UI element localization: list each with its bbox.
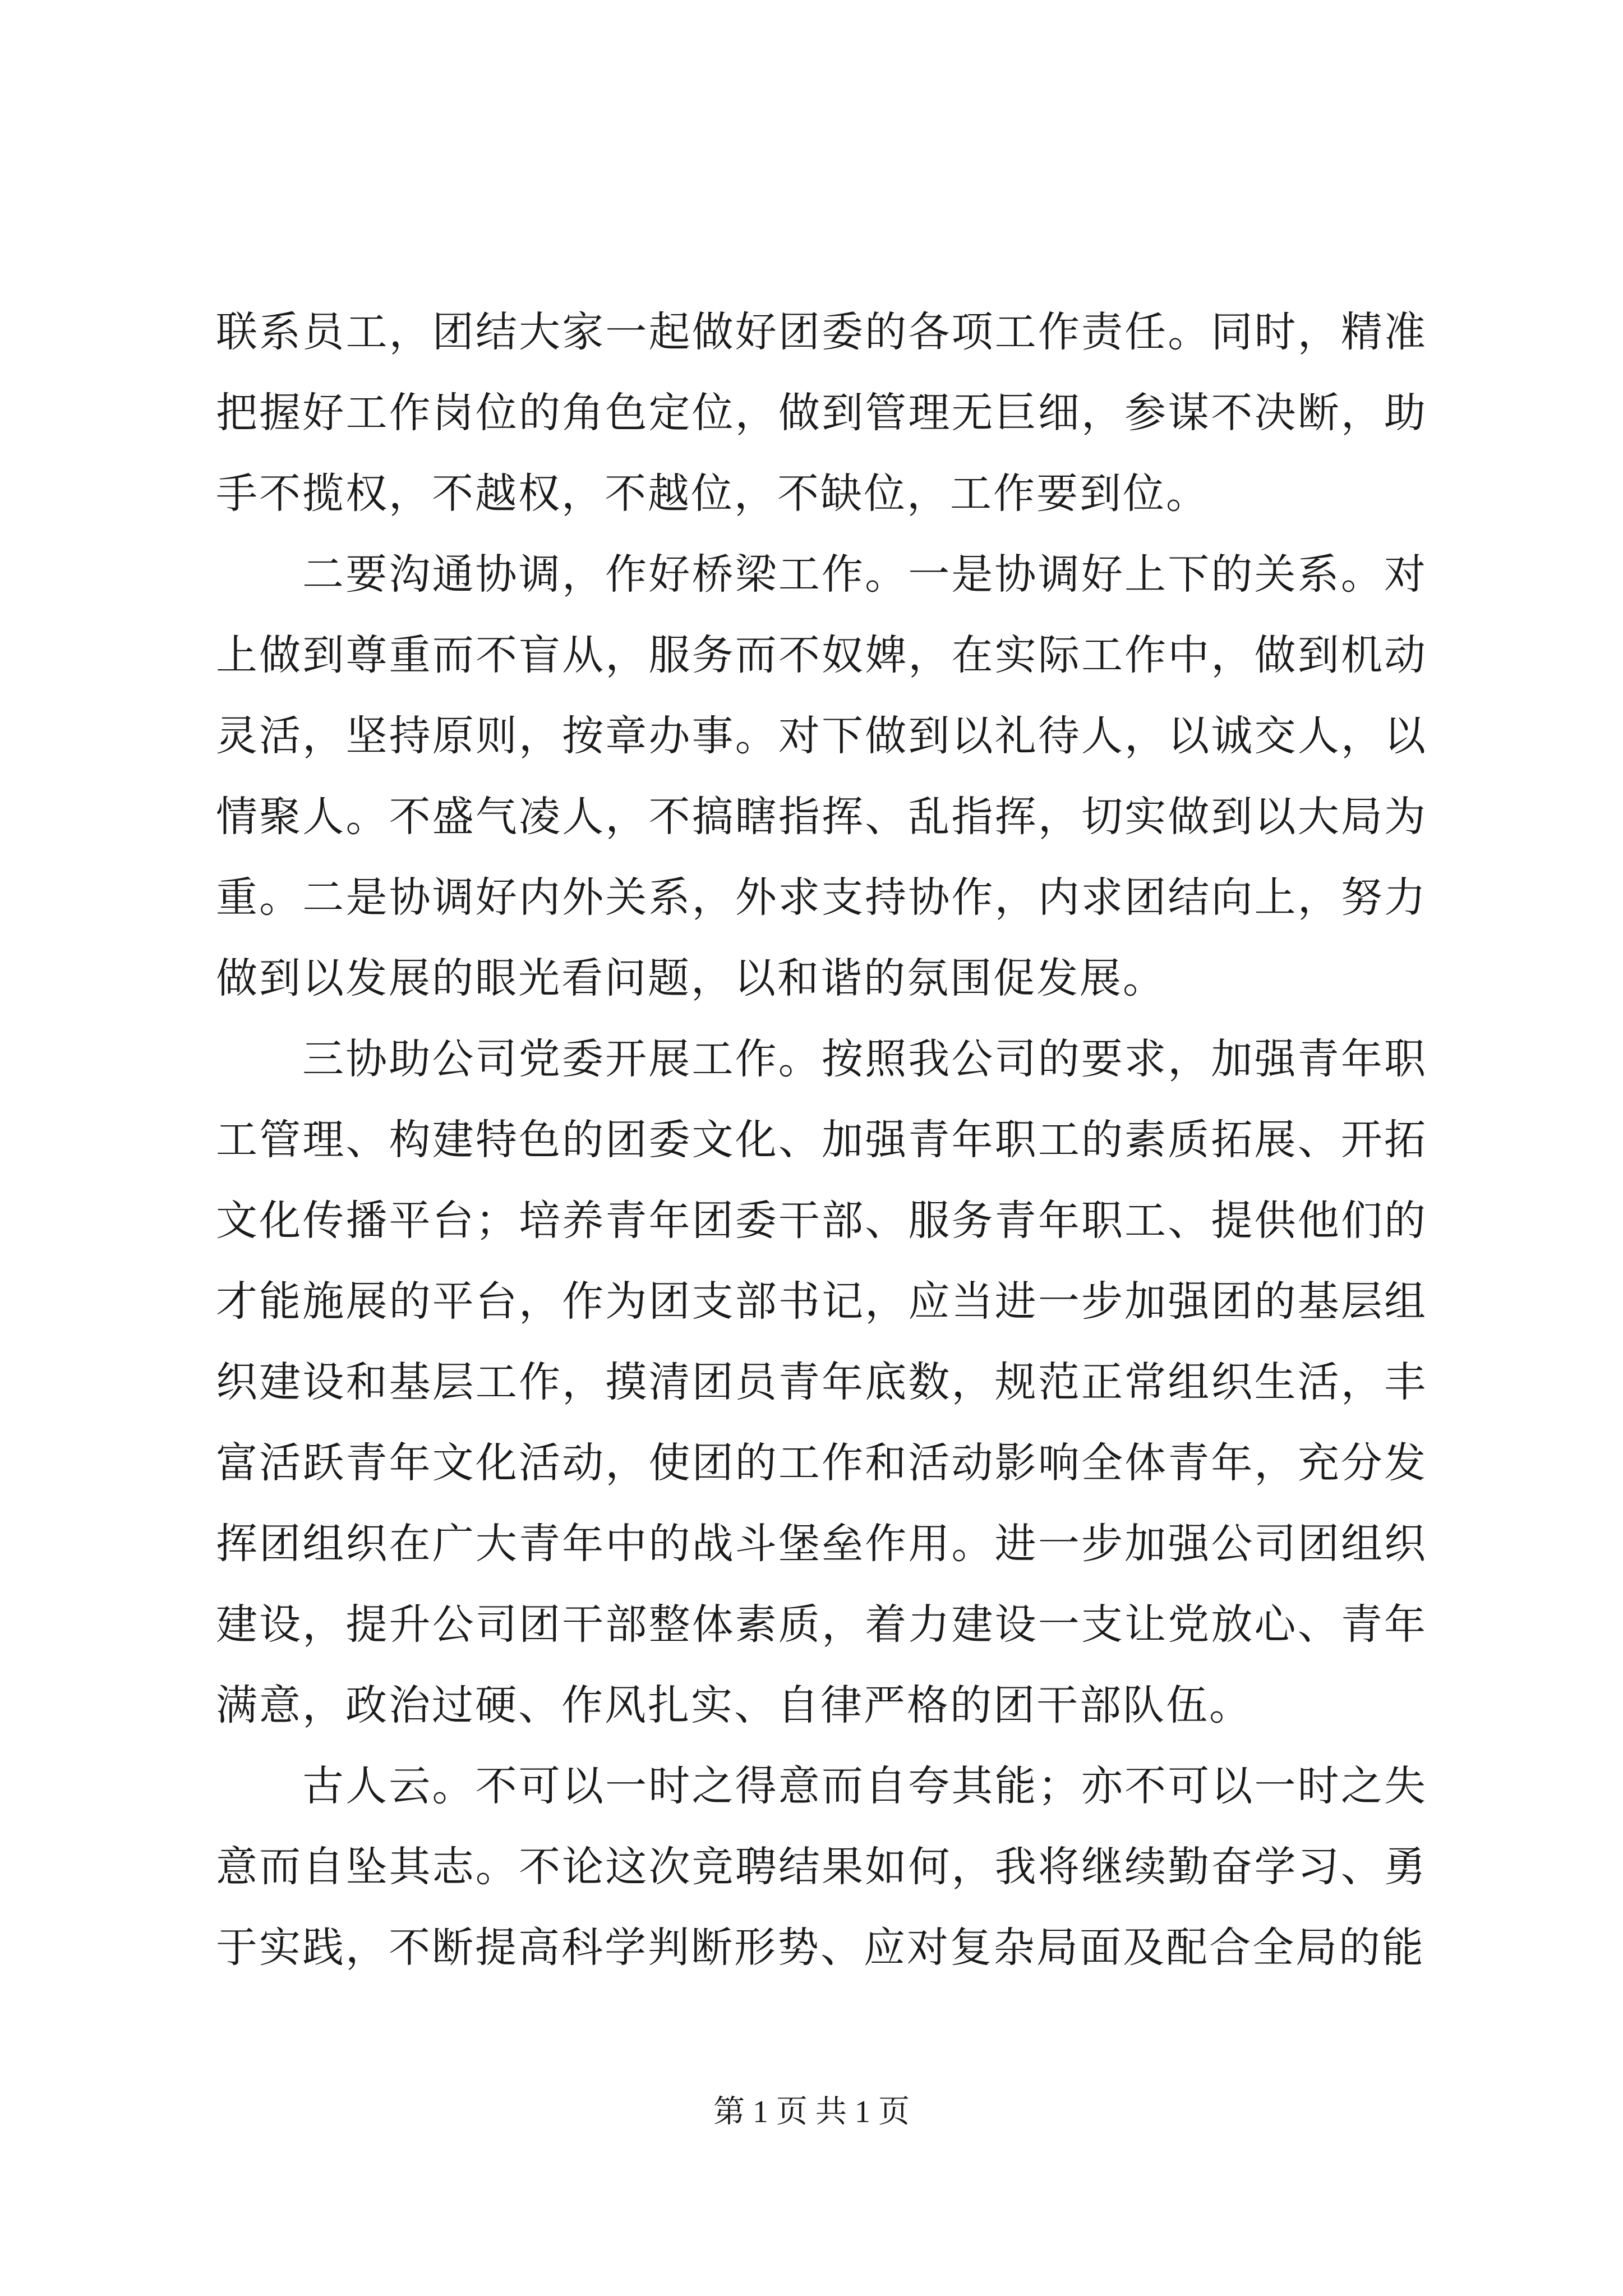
page-footer bbox=[0, 2092, 1623, 2132]
paragraph-4: 古人云。不可以一时之得意而自夸其能；亦不可以一时之失意而自坠其志。不论这次竞聘结果如何，我将继续勤奋学习、勇于实践，不断提高科学判断形势、应对复杂局面及配合全局的能 bbox=[216, 1762, 1427, 1972]
paragraph-2: 二要沟通协调，作好桥梁工作。一是协调好上下的关系。对上做到尊重而不盲从，服务而不奴婢，在实际工作中，做到机动灵活，坚持原则，按章办事。对下做到以礼待人，以诚交人，以情聚人。不盛气凌人，不搞瞎指挥、乱指挥，切实做到以大局为重。二是协调好内外关系，外求支持协作，内求团结向上，努力做到以发展的眼光看问题，以和谐的氛围促发展。 bbox=[216, 550, 1427, 1002]
paragraph-3: 三协助公司党委开展工作。按照我公司的要求，加强青年职工管理、构建特色的团委文化、加强青年职工的素质拓展、开拓文化传播平台；培养青年团委干部、服务青年职工、提供他们的才能施展的平台，作为团支部书记，应当进一步加强团的基层组织建设和基层工作，摸清团员青年底数，规范正常组织生活，丰富活跃青年文化活动，使团的工作和活动影响全体青年，充分发挥团组织在广大青年中的战斗堡垒作用。进一步加强公司团组织建设，提升公司团干部整体素质，着力建设一支让党放心、青年满意，政治过硬、作风扎实、自律严格的团干部队伍。 bbox=[216, 1035, 1427, 1729]
document-body bbox=[216, 292, 1427, 1988]
page-number-label: 第 1 页 共 1 页 bbox=[713, 2095, 910, 2129]
paragraph-1: 联系员工，团结大家一起做好团委的各项工作责任。同时，精准把握好工作岗位的角色定位，做到管理无巨细，参谋不决断，助手不揽权，不越权，不越位，不缺位，工作要到位。 bbox=[216, 308, 1427, 518]
